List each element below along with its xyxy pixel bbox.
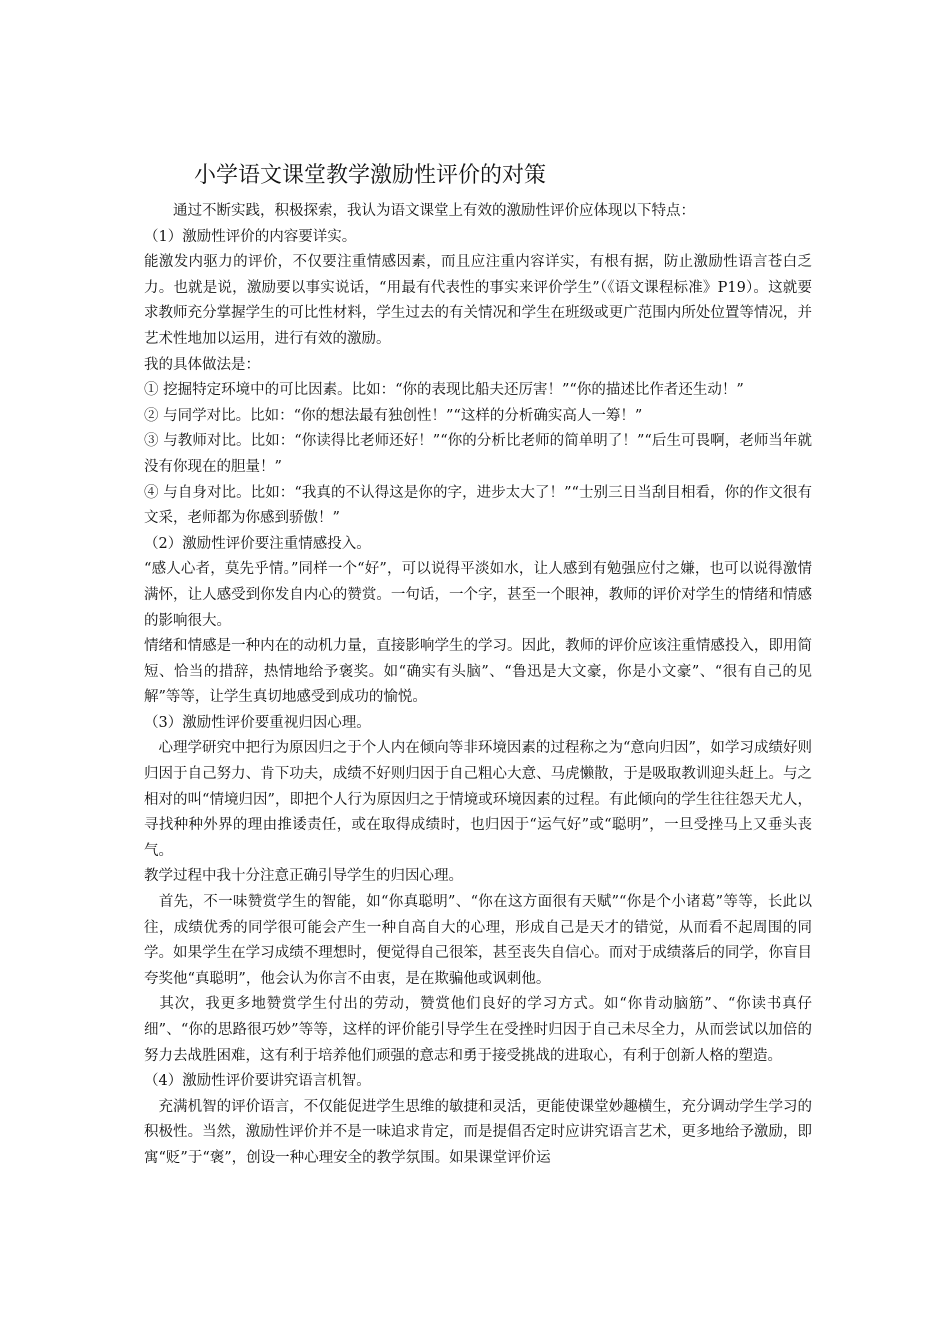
section-heading-2: （2）激励性评价要注重情感投入。 <box>144 535 371 552</box>
list-item: ④ 与自身对比。比如：“我真的不认得这是你的字，进步太大了！”“士别三日当刮目相看，你的作文很有文采，老师都为你感到骄傲！” <box>144 484 812 527</box>
document-title: 小学语文课堂教学激励性评价的对策 <box>194 163 547 188</box>
section-heading-3: （3）激励性评价要重视归因心理。 <box>144 714 371 731</box>
paragraph: 首先，不一味赞赏学生的智能，如“你真聪明”、“你在这方面很有天赋”“你是个小诸葛”等等，长此以往，成绩优秀的同学很可能会产生一种自高自大的心理，形成自己是天才的错觉，从而看不起周围的同学。如果学生在学习成绩不理想时，便觉得自己很笨，甚至丧失自信心。而对于成绩落后的同学，你盲目夸奖他“真聪明”，他会认为你言不由衷，是在欺骗他或讽刺他。 <box>144 894 812 987</box>
paragraph-intro: 通过不断实践，积极探索，我认为语文课堂上有效的激励性评价应体现以下特点： <box>144 203 695 219</box>
paragraph: 我的具体做法是： <box>144 356 260 373</box>
list-item: ③ 与教师对比。比如：“你读得比老师还好！”“你的分析比老师的简单明了！”“后生可畏啊，老师当年就没有你现在的胆量！” <box>144 433 812 475</box>
paragraph: 情绪和情感是一种内在的动机力量，直接影响学生的学习。因此，教师的评价应该注重情感投入，即用简短、恰当的措辞，热情地给予褒奖。如“确实有头脑”、“鲁迅是大文豪，你是小文豪”、“很有自己的见解”等等，让学生真切地感受到成功的愉悦。 <box>144 638 812 706</box>
paragraph: “感人心者，莫先乎情。”同样一个“好”，可以说得平淡如水，让人感到有勉强应付之嫌，也可以说得激情满怀，让人感受到你发自内心的赞赏。一句话，一个字，甚至一个眼神，教师的评价对学生的情绪和情感的影响很大。 <box>144 561 812 629</box>
paragraph: 心理学研究中把行为原因归之于个人内在倾向等非环境因素的过程称之为“意向归因”，如学习成绩好则归因于自己努力、肯下功夫，成绩不好则归因于自己粗心大意、马虎懒散，于是吸取教训迎头赶上。与之相对的叫“情境归因”，即把个人行为原因归之于情境或环境因素的过程。有此倾向的学生往往怨天尤人，寻找种种外界的理由推诿责任，或在取得成绩时，也归因于“运气好”或“聪明”，一旦受挫马上又垂头丧气。 <box>144 740 812 859</box>
section-heading-1: （1）激励性评价的内容要详实。 <box>144 228 357 245</box>
paragraph: 教学过程中我十分注意正确引导学生的归因心理。 <box>144 868 463 885</box>
paragraph: 充满机智的评价语言，不仅能促进学生思维的敏捷和灵活，更能使课堂妙趣横生，充分调动学生学习的积极性。当然，激励性评价并不是一味追求肯定，而是提倡否定时应讲究语言艺术，更多地给予激励，即寓“贬”于“褒”，创设一种心理安全的教学氛围。如果课堂评价运 <box>144 1098 812 1166</box>
document-body <box>144 199 812 1172</box>
paragraph: 其次，我更多地赞赏学生付出的劳动，赞赏他们良好的学习方式。如“你肯动脑筋”、“你读书真仔细”、“你的思路很巧妙”等等，这样的评价能引导学生在受挫时归因于自己未尽全力，从而尝试以加倍的努力去战胜困难，这有利于培养他们顽强的意志和勇于接受挑战的进取心，有利于创新人格的塑造。 <box>144 996 812 1064</box>
paragraph: 能激发内驱力的评价，不仅要注重情感因素，而且应注重内容详实，有根有据，防止激励性语言苍白乏力。也就是说，激励要以事实说话，“用最有代表性的事实来评价学生”（《语文课程标准》P19）。这就要求教师充分掌握学生的可比性材料，学生过去的有关情况和学生在班级或更广范围内所处位置等情况，并艺术性地加以运用，进行有效的激励。 <box>144 254 812 347</box>
list-item: ① 挖掘特定环境中的可比因素。比如：“你的表现比船夫还厉害！”“你的描述比作者还生动！” <box>144 382 744 399</box>
list-item: ② 与同学对比。比如：“你的想法最有独创性！”“这样的分析确实高人一筹！” <box>144 407 643 424</box>
section-heading-4: （4）激励性评价要讲究语言机智。 <box>144 1073 371 1090</box>
